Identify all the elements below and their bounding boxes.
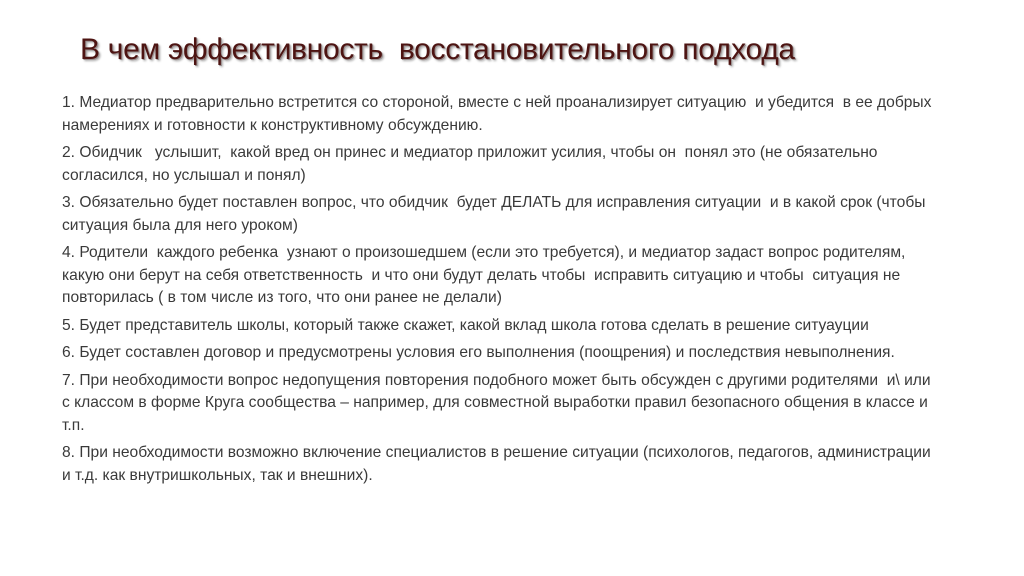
list-item: 6. Будет составлен договор и предусмотрены условия его выполнения (поощрения) и последствия невыполнения.	[62, 344, 895, 361]
list-item: 2. Обидчик услышит, какой вред он принес и медиатор приложит усилия, чтобы он понял это (не обязательно согласился, но услышал и понял)	[62, 144, 882, 184]
list-item: 1. Медиатор предварительно встретится со стороной, вместе с ней проанализирует ситуацию и убедится в ее добрых намерениях и готовности к конструктивному обсуждению.	[62, 94, 936, 134]
slide-content-list	[62, 92, 936, 492]
list-item: 3. Обязательно будет поставлен вопрос, что обидчик будет ДЕЛАТЬ для исправления ситуации и в какой срок (чтобы ситуация была для него уроком)	[62, 194, 930, 234]
list-item: 5. Будет представитель школы, который также скажет, какой вклад школа готова сделать в решение ситуауции	[62, 316, 869, 334]
list-item: 8. При необходимости возможно включение специалистов в решение ситуации (психологов, педагогов, администрации и т.д. как внутришкольных, так и внешних).	[62, 444, 936, 484]
list-item: 7. При необходимости вопрос недопущения повторения подобного может быть обсужден с другими родителями и\ или с классом в форме Круга сообщества – например, для совместной выработки правил безопасного общения в классе и т.п.	[62, 371, 935, 434]
list-item: 4. Родители каждого ребенка узнают о произошедшем (если это требуется), и медиатор задаст вопрос родителям, какую они берут на себя ответственность и что они будут делать чтобы исправить ситуацию и чтобы ситуация не повторилась ( в том числе из того, что они ранее не делали)	[62, 244, 910, 306]
slide-title: В чем эффективность восстановительного подхода	[80, 33, 795, 66]
